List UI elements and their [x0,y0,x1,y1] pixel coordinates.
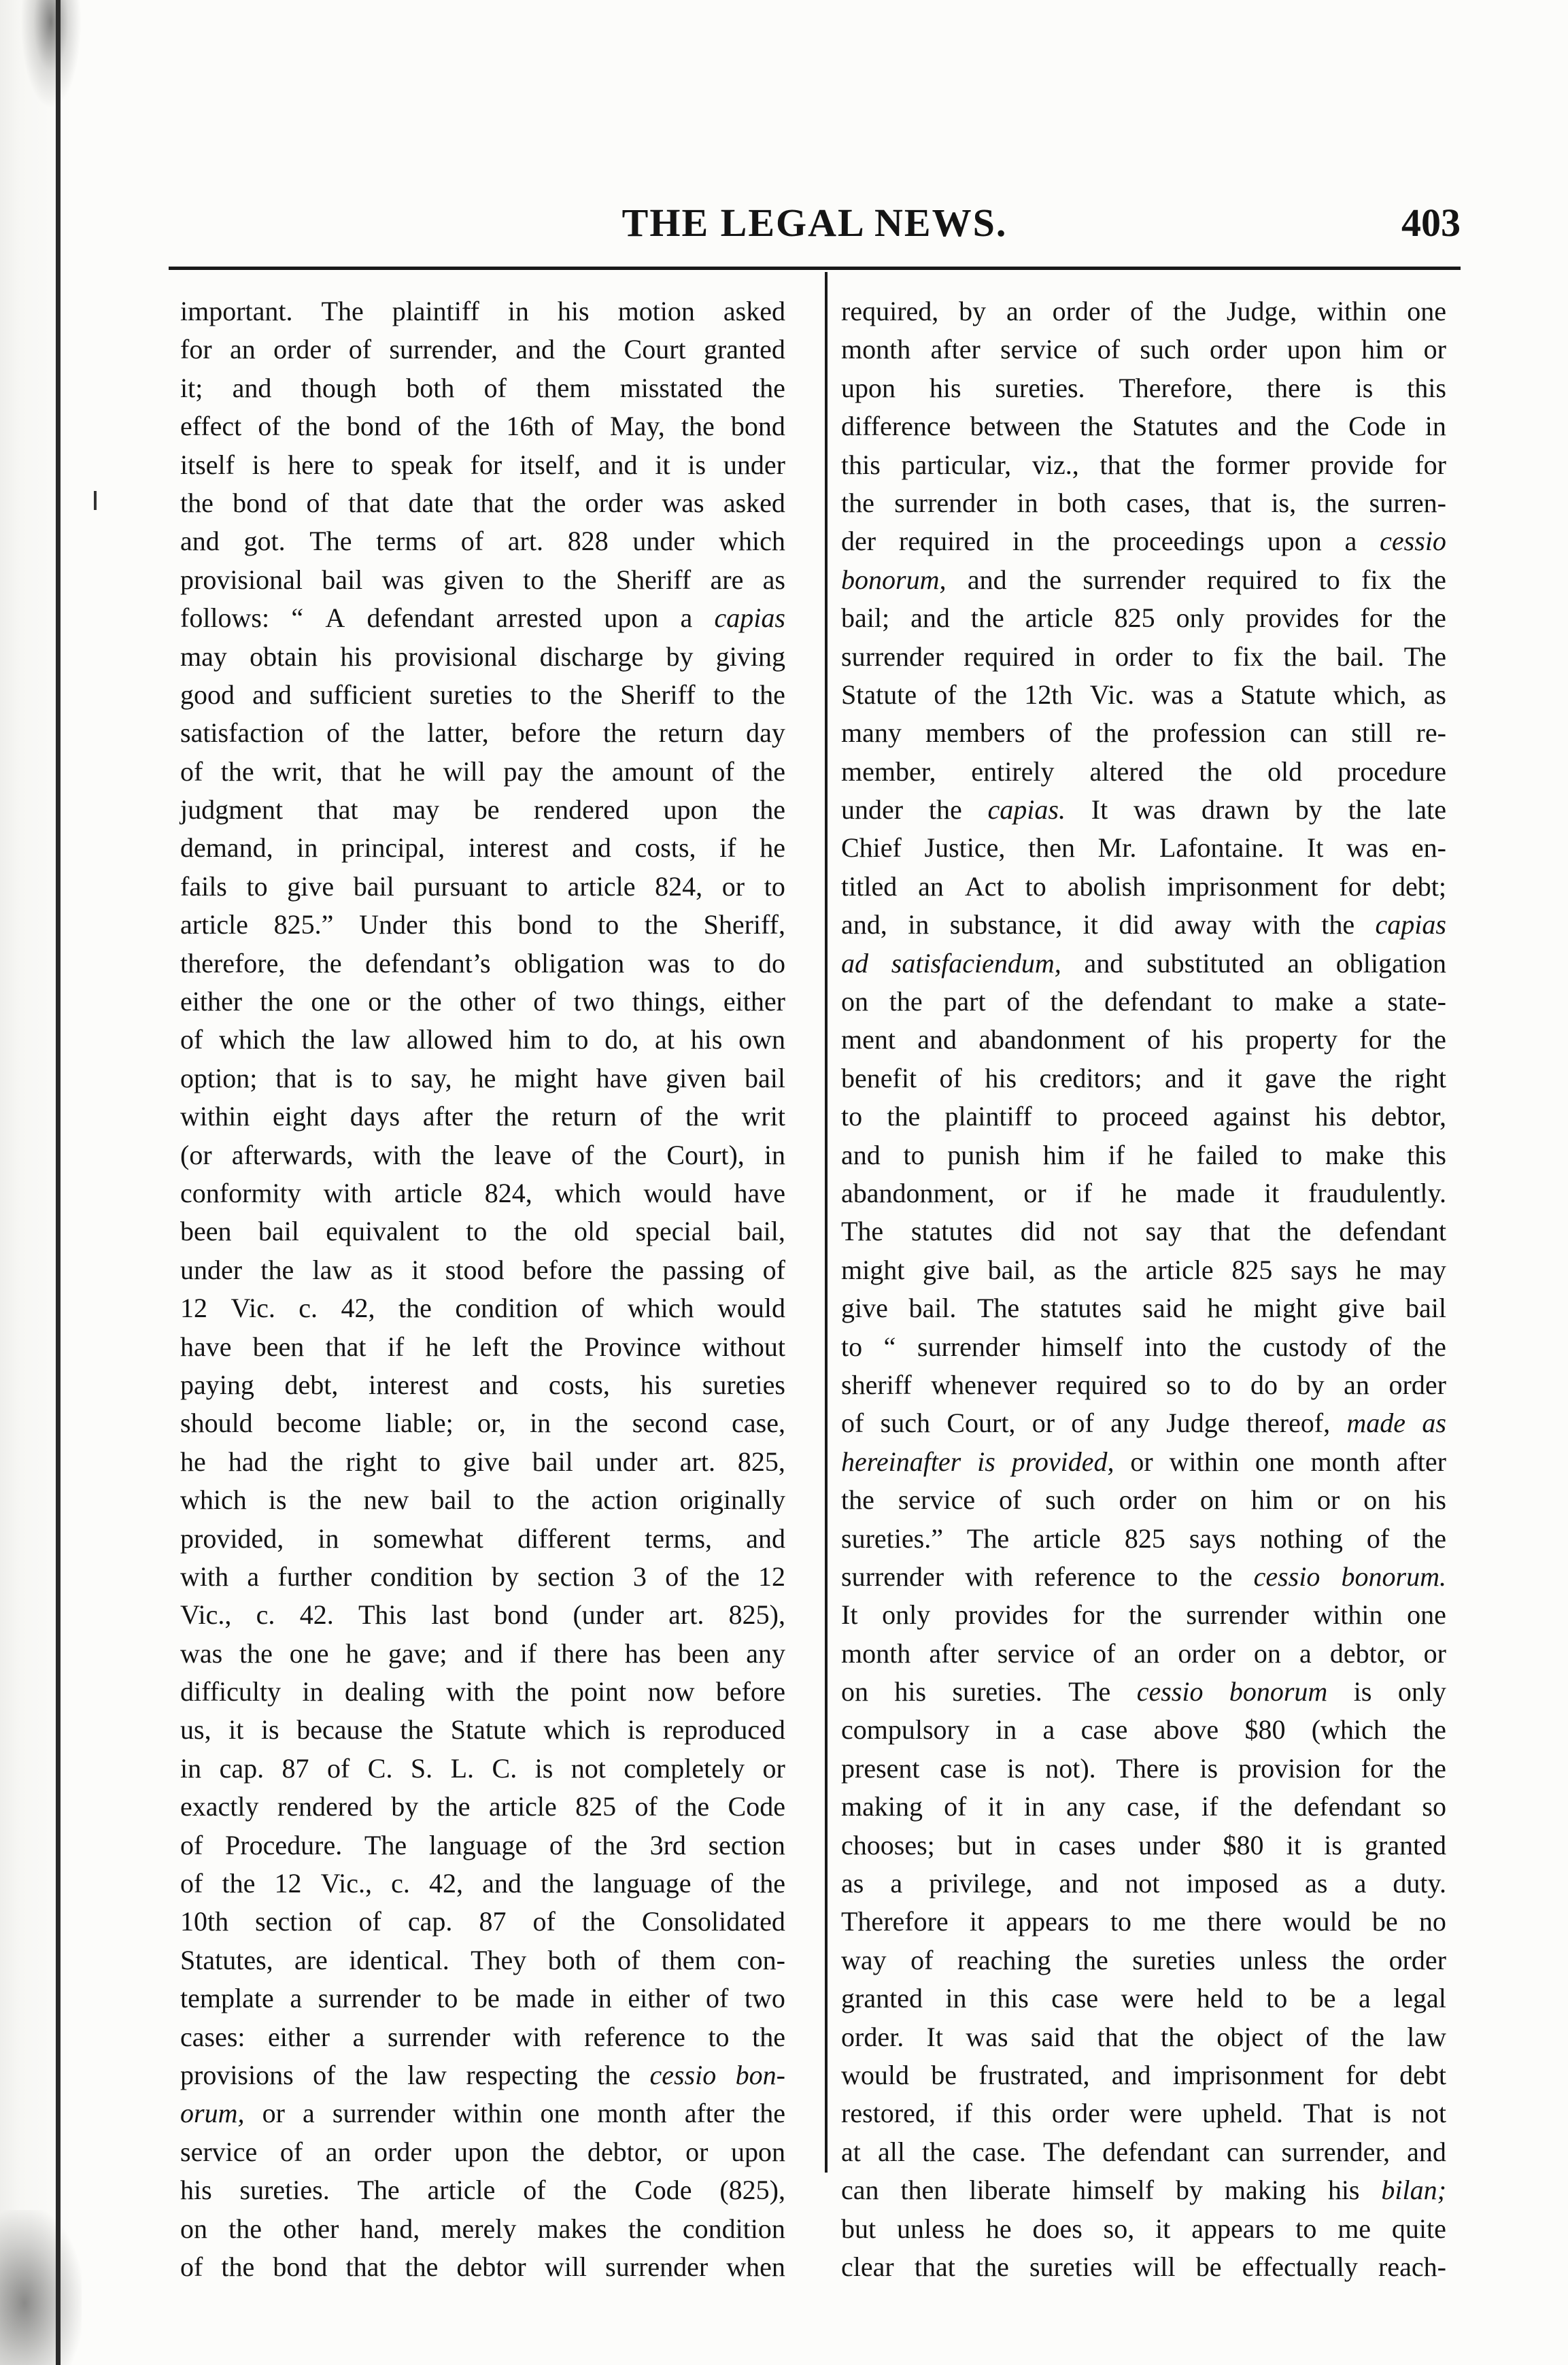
text-line: judgment that may be rendered upon the [180,794,785,826]
text-line: within eight days after the return of the writ [180,1101,785,1132]
text-line: hereinafter is provided, or within one month after [841,1446,1446,1477]
text-line: making of it in any case, if the defendant so [841,1791,1446,1822]
text-line: (or afterwards, with the leave of the Court), in [180,1139,785,1170]
text-line: service of an order upon the debtor, or upon [180,2136,785,2167]
text-line: upon his sureties. Therefore, there is this [841,372,1446,403]
text-line: effect of the bond of the 16th of May, the bond [180,411,785,442]
text-line: many members of the profession can still re- [841,717,1446,749]
text-line: and, in substance, it did away with the capias [841,909,1446,940]
text-line: way of reaching the sureties unless the order [841,1944,1446,1975]
text-line: the surrender in both cases, that is, the surren- [841,487,1446,518]
text-line: cases: either a surrender with reference to the [180,2021,785,2052]
text-line: granted in this case were held to be a legal [841,1983,1446,2014]
page-header [169,196,1461,250]
text-line: on his sureties. The cessio bonorum is only [841,1676,1446,1707]
text-line: surrender required in order to fix the bail. The [841,641,1446,672]
margin-mark [94,491,97,510]
scan-speck-top [20,0,82,109]
text-line: of such Court, or of any Judge thereof, made as [841,1408,1446,1439]
text-line: and got. The terms of art. 828 under which [180,526,785,557]
text-line: for an order of surrender, and the Court granted [180,334,785,365]
text-line: itself is here to speak for itself, and it is under [180,449,785,480]
text-line: may obtain his provisional discharge by giving [180,641,785,672]
text-line: Chief Justice, then Mr. Lafontaine. It was en- [841,832,1446,864]
text-line: orum, or a surrender within one month after the [180,2098,785,2129]
text-line: paying debt, interest and costs, his sureties [180,1369,785,1400]
text-line: it; and though both of them misstated the [180,372,785,403]
text-line: at all the case. The defendant can surrender, and [841,2136,1446,2167]
header-rule [169,267,1461,270]
text-line: provisional bail was given to the Sheriff are as [180,564,785,595]
text-line: sureties.” The article 825 says nothing of the [841,1522,1446,1554]
left-column [180,292,785,2282]
running-title: THE LEGAL NEWS. [621,201,1008,245]
text-line: compulsory in a case above $80 (which the [841,1714,1446,1746]
text-line: under the law as it stood before the passing of [180,1254,785,1285]
text-line: give bail. The statutes said he might give bail [841,1293,1446,1324]
text-line: important. The plaintiff in his motion asked [180,296,785,326]
text-line: conformity with article 824, which would have [180,1177,785,1208]
page-number: 403 [1401,201,1461,245]
text-line: ad satisfaciendum, and substituted an obligation [841,947,1446,979]
text-line: exactly rendered by the article 825 of the Code [180,1791,785,1822]
text-line: the service of such order on him or on his [841,1484,1446,1516]
text-line: therefore, the defendant’s obligation was to do [180,947,785,979]
text-line: chooses; but in cases under $80 it is granted [841,1829,1446,1860]
text-line: 12 Vic. c. 42, the condition of which would [180,1293,785,1324]
text-line: month after service of such order upon him or [841,334,1446,365]
text-line: might give bail, as the article 825 says he may [841,1254,1446,1285]
text-line: under the capias. It was drawn by the late [841,794,1446,826]
text-line: satisfaction of the latter, before the return day [180,717,785,749]
text-line: It only provides for the surrender within one [841,1599,1446,1631]
text-line: was the one he gave; and if there has been any [180,1637,785,1669]
text-line: fails to give bail pursuant to article 824, or to [180,870,785,902]
text-line: of Procedure. The language of the 3rd section [180,1829,785,1860]
right-column [841,292,1446,2282]
text-line: to the plaintiff to proceed against his debtor, [841,1101,1446,1132]
text-line: abandonment, or if he made it fraudulently. [841,1177,1446,1208]
text-line: restored, if this order were upheld. That is not [841,2098,1446,2129]
text-line: ment and abandonment of his property for the [841,1024,1446,1055]
text-line: Therefore it appears to me there would be no [841,1906,1446,1937]
text-line: Statutes, are identical. They both of them con- [180,1944,785,1975]
text-line: good and sufficient sureties to the Sheriff to the [180,679,785,710]
text-line: his sureties. The article of the Code (825), [180,2175,785,2206]
text-line: surrender with reference to the cessio bonorum. [841,1561,1446,1592]
text-line: this particular, viz., that the former provide for [841,449,1446,480]
text-line: can then liberate himself by making his bilan; [841,2175,1446,2206]
text-line: us, it is because the Statute which is reproduced [180,1714,785,1746]
text-line: on the other hand, merely makes the condition [180,2213,785,2244]
scan-binding-edge [0,0,75,2365]
text-line: to “ surrender himself into the custody of the [841,1331,1446,1362]
text-line: on the part of the defendant to make a state- [841,986,1446,1017]
text-line: of the writ, that he will pay the amount of the [180,755,785,787]
text-line: with a further condition by section 3 of the 12 [180,1561,785,1592]
text-line: provided, in somewhat different terms, and [180,1522,785,1554]
text-line: benefit of his creditors; and it gave the right [841,1062,1446,1093]
text-line: bonorum, and the surrender required to fix the [841,564,1446,595]
text-line: demand, in principal, interest and costs, if he [180,832,785,864]
text-line: difference between the Statutes and the Code in [841,411,1446,442]
text-line: of the 12 Vic., c. 42, and the language of the [180,1868,785,1899]
text-line: would be frustrated, and imprisonment for debt [841,2059,1446,2090]
text-line: follows: “ A defendant arrested upon a capias [180,602,785,634]
text-line: present case is not). There is provision for the [841,1752,1446,1784]
text-line: should become liable; or, in the second case, [180,1408,785,1439]
text-line: he had the right to give bail under art. 825, [180,1446,785,1477]
text-line: article 825.” Under this bond to the Sheriff, [180,909,785,940]
text-line: as a privilege, and not imposed as a duty. [841,1868,1446,1899]
text-line: which is the new bail to the action originally [180,1484,785,1516]
text-line: sheriff whenever required so to do by an order [841,1369,1446,1400]
text-line: 10th section of cap. 87 of the Consolidated [180,1906,785,1937]
text-line: provisions of the law respecting the cessio bon- [180,2059,785,2090]
text-line: order. It was said that the object of the law [841,2021,1446,2052]
text-line: option; that is to say, he might have given bail [180,1062,785,1093]
column-divider [825,272,828,2173]
text-line: of the bond that the debtor will surrender when [180,2251,785,2282]
text-line: either the one or the other of two things, either [180,986,785,1017]
text-line: member, entirely altered the old procedure [841,755,1446,787]
text-line: in cap. 87 of C. S. L. C. is not completely or [180,1752,785,1784]
text-line: The statutes did not say that the defendant [841,1216,1446,1247]
text-line: difficulty in dealing with the point now before [180,1676,785,1707]
text-line: been bail equivalent to the old special bail, [180,1216,785,1247]
text-line: der required in the proceedings upon a cessio [841,526,1446,557]
text-line: month after service of an order on a debtor, or [841,1637,1446,1669]
text-line: but unless he does so, it appears to me quite [841,2213,1446,2244]
text-line: required, by an order of the Judge, within one [841,296,1446,326]
text-line: bail; and the article 825 only provides for the [841,602,1446,634]
text-line: the bond of that date that the order was asked [180,487,785,518]
text-line: Statute of the 12th Vic. was a Statute which, as [841,679,1446,710]
scan-speck-bottom [0,2210,82,2365]
text-line: clear that the sureties will be effectually reach- [841,2251,1446,2282]
text-line: have been that if he left the Province without [180,1331,785,1362]
text-line: Vic., c. 42. This last bond (under art. 825), [180,1599,785,1631]
binding-line [56,0,61,2365]
text-line: template a surrender to be made in either of two [180,1983,785,2014]
text-line: titled an Act to abolish imprisonment for debt; [841,870,1446,902]
text-line: and to punish him if he failed to make this [841,1139,1446,1170]
text-line: of which the law allowed him to do, at his own [180,1024,785,1055]
